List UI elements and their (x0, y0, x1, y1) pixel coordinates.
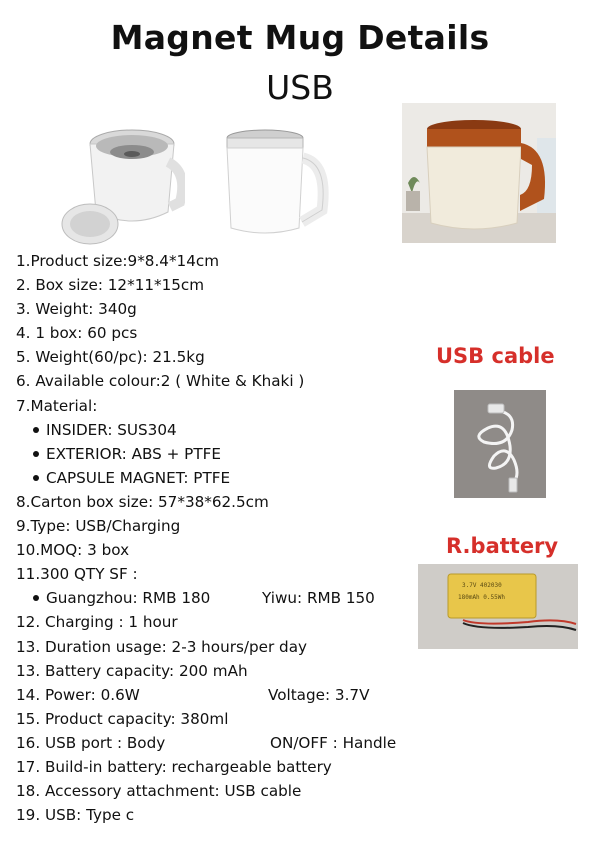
mug-closed-photo (210, 120, 335, 245)
spec-item (16, 538, 436, 562)
spec-item (16, 273, 436, 297)
spec-item (16, 297, 436, 321)
spec-text-secondary: Yiwu: RMB 150 (262, 589, 375, 608)
spec-text: 13. Battery capacity: 200 mAh (16, 661, 248, 680)
page-title: Magnet Mug Details (110, 18, 490, 57)
spec-item (16, 345, 436, 369)
spec-bullet-item (16, 586, 436, 610)
spec-text: CAPSULE MAGNET: PTFE (46, 468, 231, 487)
spec-item (16, 514, 436, 538)
spec-bullet-item (16, 418, 436, 442)
spec-text: 3. Weight: 340g (16, 300, 137, 319)
spec-text: 5. Weight(60/pc): 21.5kg (16, 348, 205, 367)
spec-item (16, 683, 436, 707)
spec-bullet-item (16, 442, 436, 466)
mug-khaki-photo (402, 103, 556, 243)
usb-cable-heading: USB cable (436, 344, 555, 368)
usb-cable-photo (454, 390, 546, 498)
spec-item (16, 394, 436, 418)
spec-text: Guangzhou: RMB 180 (46, 589, 211, 608)
spec-item (16, 731, 436, 755)
spec-item (16, 369, 436, 393)
spec-item (16, 490, 436, 514)
spec-item (16, 803, 436, 827)
spec-text: EXTERIOR: ABS + PTFE (46, 444, 221, 463)
spec-text: 2. Box size: 12*11*15cm (16, 276, 205, 295)
battery-photo (418, 564, 578, 649)
spec-text: 9.Type: USB/Charging (16, 517, 181, 536)
spec-text-secondary: ON/OFF : Handle (270, 733, 397, 752)
spec-item (16, 659, 436, 683)
spec-text: 6. Available colour:2 ( White & Khaki ) (16, 372, 305, 391)
spec-item (16, 610, 436, 634)
spec-text: 16. USB port : Body (16, 733, 166, 752)
spec-text: 15. Product capacity: 380ml (16, 709, 229, 728)
spec-text: 4. 1 box: 60 pcs (16, 324, 138, 343)
spec-item (16, 755, 436, 779)
spec-item (16, 707, 436, 731)
spec-text: INSIDER: SUS304 (46, 420, 177, 439)
page-subtitle: USB (266, 68, 334, 107)
spec-text: 19. USB: Type c (16, 806, 135, 825)
spec-text: 8.Carton box size: 57*38*62.5cm (16, 492, 269, 511)
spec-item (16, 321, 436, 345)
spec-text: 18. Accessory attachment: USB cable (16, 782, 302, 801)
spec-text: 12. Charging : 1 hour (16, 613, 178, 632)
spec-item (16, 779, 436, 803)
battery-label-line2: 180mAh 0.55Wh (458, 594, 505, 601)
spec-text: 10.MOQ: 3 box (16, 541, 130, 560)
spec-bullet-item (16, 466, 436, 490)
spec-list (16, 249, 436, 827)
spec-text: 14. Power: 0.6W (16, 685, 140, 704)
spec-text: 1.Product size:9*8.4*14cm (16, 252, 220, 270)
spec-item (16, 635, 436, 659)
battery-heading: R.battery (446, 534, 559, 558)
spec-text: 13. Duration usage: 2-3 hours/per day (16, 637, 307, 656)
spec-text: 7.Material: (16, 396, 98, 415)
spec-text: 17. Build-in battery: rechargeable battery (16, 757, 332, 776)
battery-label-line1: 3.7V 402030 (462, 582, 502, 589)
spec-item (16, 562, 436, 586)
spec-text-secondary: Voltage: 3.7V (268, 685, 370, 704)
spec-item (16, 249, 436, 273)
spec-text: 11.300 QTY SF : (16, 565, 138, 584)
mug-open-photo (60, 112, 185, 247)
